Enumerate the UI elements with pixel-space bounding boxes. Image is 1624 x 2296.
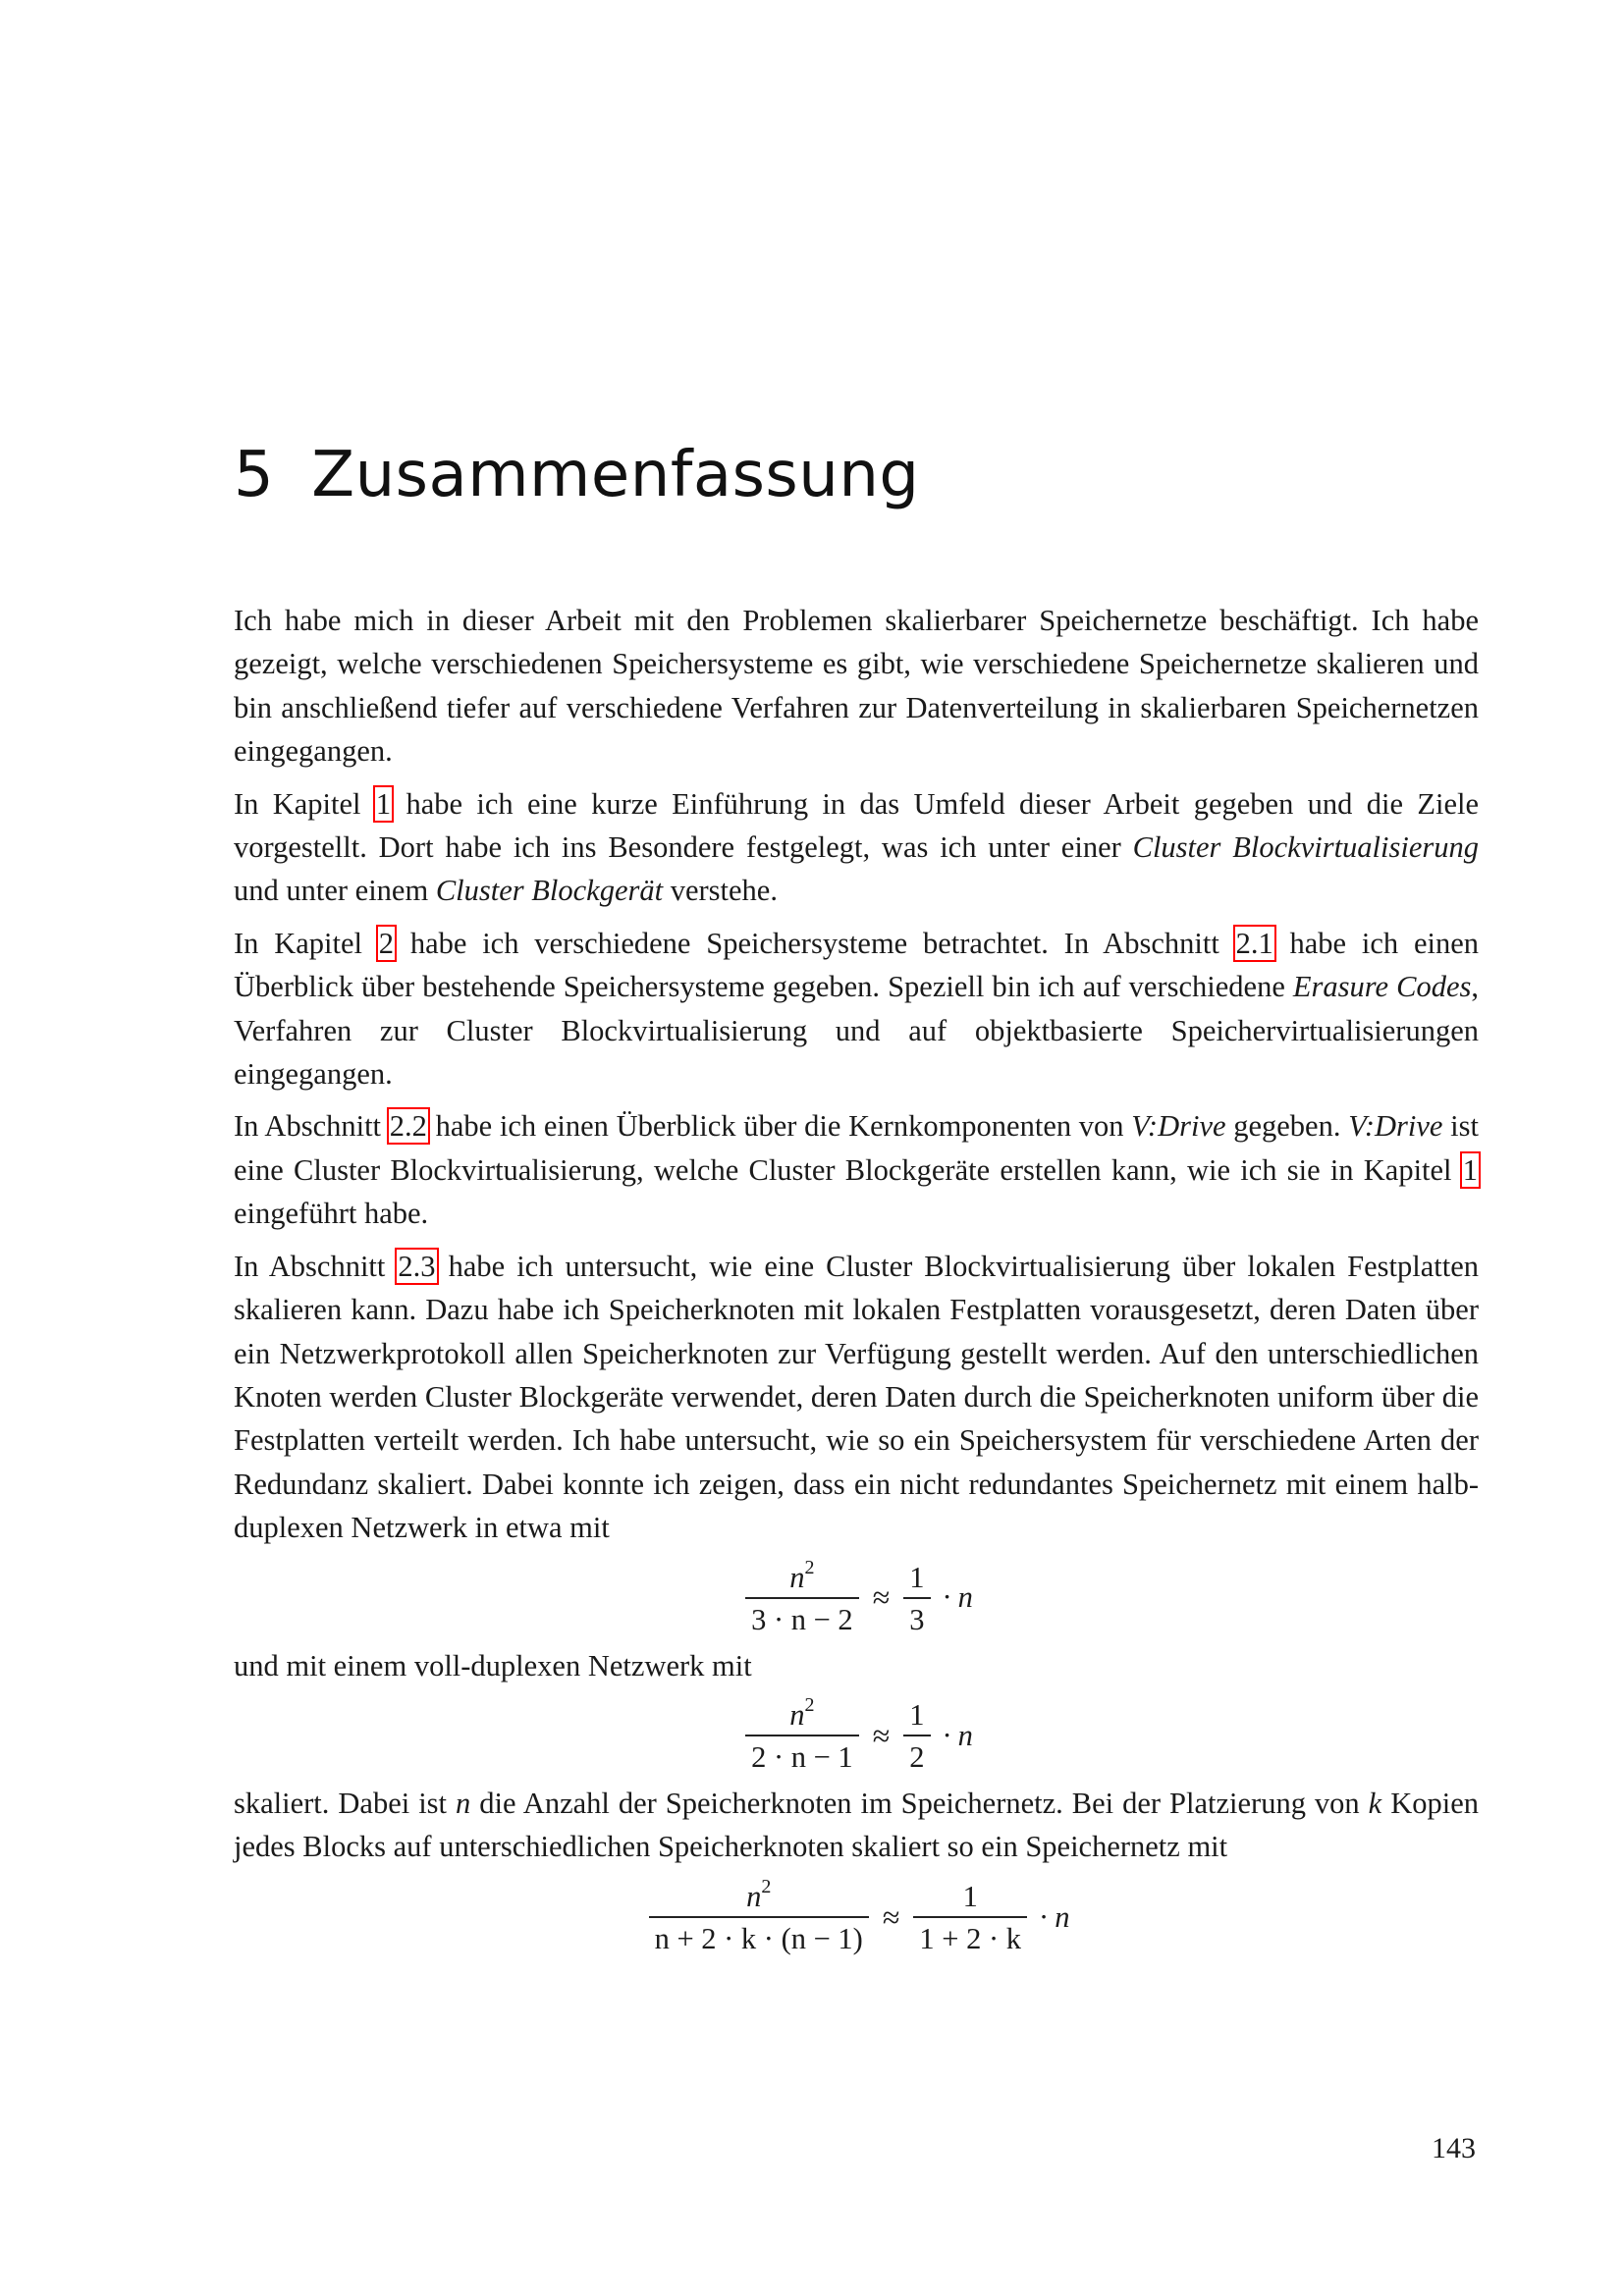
emphasis-term: Erasure Codes [1292, 970, 1472, 1004]
chapter-number: 5 [234, 439, 275, 511]
fraction: $\frac{n^2}{3 \cdot n - 2}$ [745, 1558, 859, 1638]
emphasis-term: Cluster Blockvirtualisierung [1132, 830, 1479, 865]
chapter-heading [234, 439, 920, 511]
page-number: 143 [1432, 2132, 1476, 2164]
chapter-title: Zusammenfassung [311, 439, 920, 511]
approx-symbol: ≈ [872, 1717, 891, 1753]
paragraph-6: skaliert. Dabei ist n die Anzahl der Speicherknoten im Speichernetz. Bei der Platzierung von k Kopien jedes Blocks auf unterschiedlichen Speicherknoten skaliert so ein Speichernetz mit [234, 1786, 1479, 1864]
chapter-reference-link[interactable]: 1 [1462, 1152, 1478, 1187]
fraction: $\frac{1}{3}$ [903, 1558, 930, 1638]
body-text [234, 599, 1479, 1963]
section-reference-link[interactable]: 2.1 [1235, 926, 1273, 960]
fraction: $\frac{1}{2}$ [903, 1695, 930, 1776]
fraction: $\frac{n^2}{n + 2 \cdot k \cdot (n - 1)}$ [649, 1877, 869, 1957]
equation-half-duplex: $\frac{n^2}{3 \cdot n - 2}$ ≈ $\frac{1}{3}$ · n [234, 1558, 1479, 1638]
chapter-reference-link[interactable]: 2 [378, 926, 395, 960]
chapter-reference-link[interactable]: 1 [375, 786, 392, 821]
section-reference-link[interactable]: 2.3 [398, 1249, 436, 1283]
emphasis-term: Cluster Blockgerät [435, 874, 664, 908]
approx-symbol: ≈ [882, 1898, 900, 1935]
paragraph-5: In Abschnitt 2.3 habe ich untersucht, wie eine Cluster Blockvirtualisierung über lokalen Festplatten skalieren kann. Dazu habe ich Speicherknoten mit lokalen Festplatten vorausgesetzt, deren Daten über ein Netzwerkprotokoll allen Speicherknoten zur Verfügung gestellt werden. Auf den unterschiedlichen Knoten werden Cluster Blockgeräte verwendet, deren Daten durch die Speicherknoten uniform über die Festplatten verteilt werden. Ich habe untersucht, wie so ein Speichersystem für verschiedene Arten der Redundanz skaliert. Dabei konnte ich zeigen, dass ein nicht redundantes Speichernetz mit einem halb-duplexen Netzwerk in etwa mit [234, 1249, 1479, 1545]
variable-n: n [456, 1786, 471, 1820]
fraction: $\frac{n^2}{2 \cdot n - 1}$ [745, 1695, 859, 1776]
paragraph-4: In Abschnitt 2.2 habe ich einen Überblick über die Kernkomponenten von V:Drive gegeben. V:Drive ist eine Cluster Blockvirtualisierung, welche Cluster Blockgeräte erstellen kann, wie ich sie in Kapitel 1 eingeführt habe. [234, 1109, 1479, 1231]
section-reference-link[interactable]: 2.2 [389, 1109, 427, 1144]
paragraph-1: Ich habe mich in dieser Arbeit mit den Problemen skalierbarer Speichernetze beschäftigt. Ich habe gezeigt, welche verschiedenen Speichersysteme es gibt, wie verschiedene Speichernetze skalieren und bin anschließend tiefer auf verschiedene Verfahren zur Datenverteilung in skalierbaren Speichernetzen eingegangen. [234, 604, 1479, 769]
approx-symbol: ≈ [872, 1579, 891, 1616]
variable-k: k [1368, 1786, 1382, 1820]
emphasis-term: V:Drive [1131, 1109, 1226, 1144]
equation-replication: $\frac{n^2}{n + 2 \cdot k \cdot (n - 1)}$ ≈ $\frac{1}{1 + 2 \cdot k}$ · n [234, 1877, 1479, 1957]
paragraph-between-equations: und mit einem voll-duplexen Netzwerk mit [234, 1648, 752, 1682]
fraction: $\frac{1}{1 + 2 \cdot k}$ [913, 1877, 1027, 1957]
equation-full-duplex: $\frac{n^2}{2 \cdot n - 1}$ ≈ $\frac{1}{2}$ · n [234, 1695, 1479, 1776]
paragraph-2: In Kapitel 1 habe ich eine kurze Einführung in das Umfeld dieser Arbeit gegeben und die Ziele vorgestellt. Dort habe ich ins Besondere festgelegt, was ich unter einer Cluster Blockvirtualisierung und unter einem Cluster Blockgerät verstehe. [234, 786, 1479, 908]
paragraph-3: In Kapitel 2 habe ich verschiedene Speichersysteme betrachtet. In Abschnitt 2.1 habe ich einen Überblick über bestehende Speichersysteme gegeben. Speziell bin ich auf verschiedene Erasure Codes, Verfahren zur Cluster Blockvirtualisierung und auf objektbasierte Speichervirtualisierungen eingegangen. [234, 926, 1479, 1092]
emphasis-term: V:Drive [1348, 1109, 1443, 1144]
